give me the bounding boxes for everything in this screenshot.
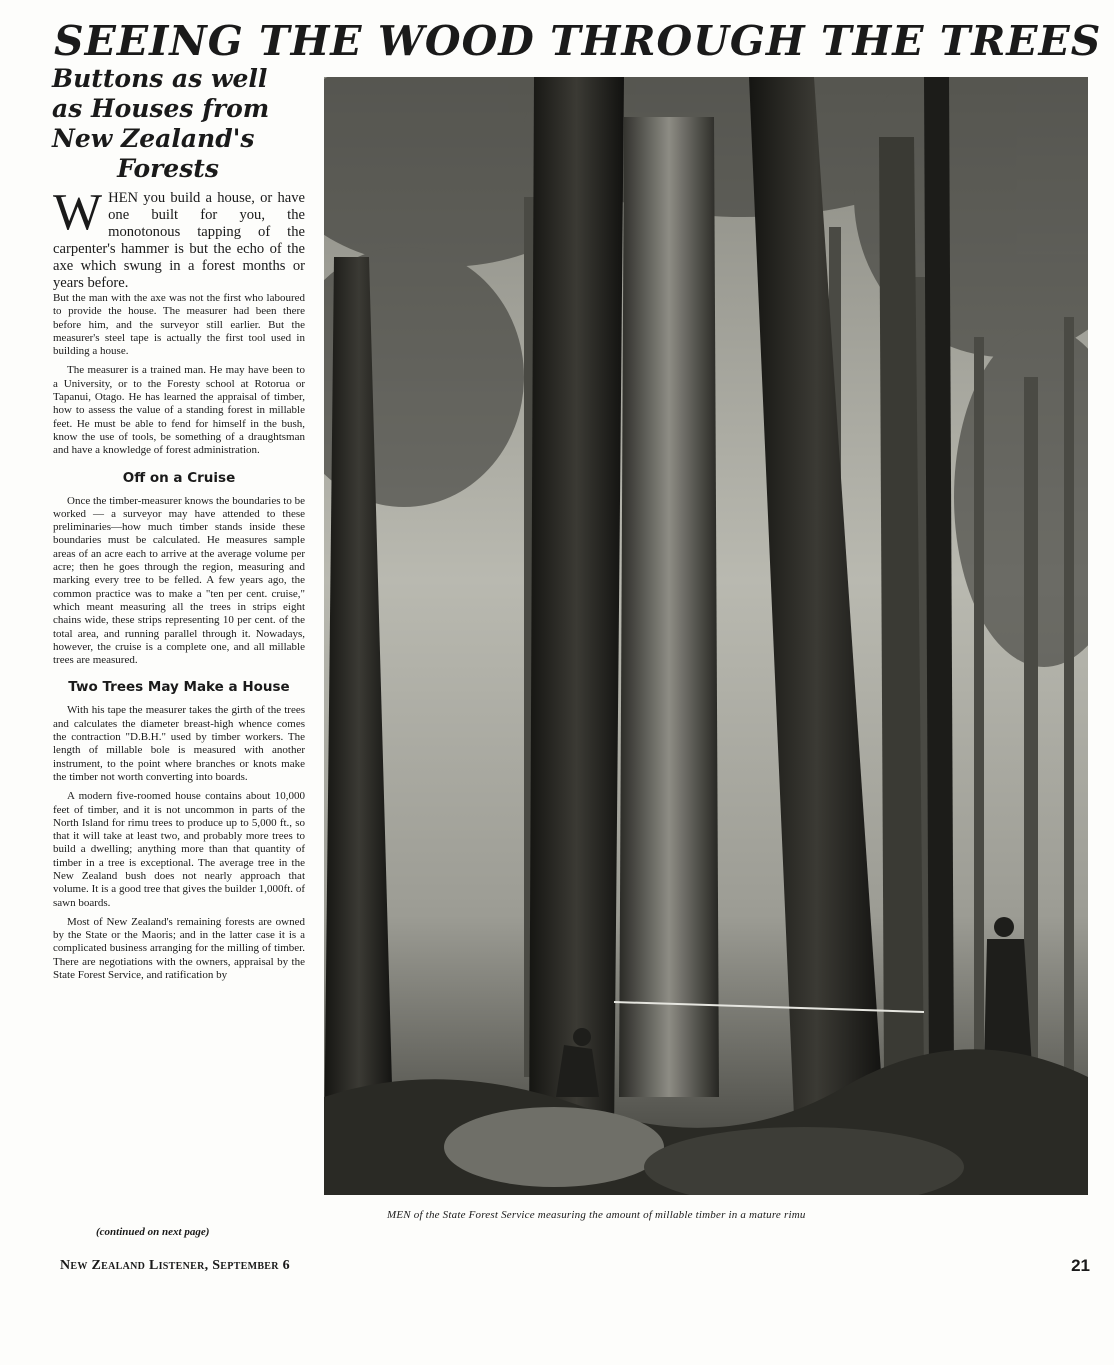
subtitle-line-3: New Zealand's xyxy=(52,124,255,153)
page-title: SEEING THE WOOD THROUGH THE TREES xyxy=(54,17,1102,65)
drop-cap: W xyxy=(53,184,103,241)
subtitle-line-4: Forests xyxy=(117,154,219,183)
section-heading-cruise: Off on a Cruise xyxy=(122,469,236,486)
lead-text: HEN you build a house, or have one built for you, the monotonous tapping of the carpenter's hammer is but the echo of the axe which swung in a forest months or years before. xyxy=(53,190,305,291)
page-number: 21 xyxy=(1071,1256,1090,1275)
forest-photo xyxy=(324,77,1088,1195)
section-heading-two-trees: Two Trees May Make a House xyxy=(68,679,290,696)
paragraph-1: But the man with the axe was not the first who laboured to provide the house. The measurer had been there before him, and the surveyor still earlier. But the measurer's steel tape is actually the first tool used in building a house. xyxy=(53,292,305,358)
photo-caption xyxy=(387,1209,1087,1221)
caption-text: of the State Forest Service measuring the amount of millable timber in a mature rimu xyxy=(413,1209,806,1221)
subtitle-line-2: as Houses from xyxy=(52,94,270,123)
paragraph-5: A modern five-roomed house contains about 10,000 feet of timber, and it is not uncommon in parts of the North Island for rimu trees to produce up to 5,000 ft., so that it will take at least two, and probably more trees to build a dwelling; anything more than that quantity of timber in a tree is exceptional. The average tree in the New Zealand bush does not nearly approach that volume. It is a good tree that gives the builder 1,000ft. of sawn boards. xyxy=(53,790,305,909)
paragraph-2: The measurer is a trained man. He may have been to a University, or to the Foresty school at Rotorua or Tapanui, Otago. He has learned the appraisal of timber, how to assess the value of a standing forest in millable feet. He must be able to fend for himself in the bush, know the use of tools, be something of a draughtsman and have a knowledge of forest administration. xyxy=(53,364,305,457)
paragraph-6: Most of New Zealand's remaining forests are owned by the State or the Maoris; and in the latter case it is a complicated business arranging for the milling of timber. There are negotiations with the owners, appraisal by the State Forest Service, and ratification by xyxy=(53,915,305,982)
paragraph-4: With his tape the measurer takes the girth of the trees and calculates the diameter breast-high whence comes the contraction "D.B.H." used by timber workers. The length of millable bole is measured with another instrument, to the point where branches or knots make the timber not worth converting into boards. xyxy=(53,704,305,783)
caption-lead: MEN xyxy=(387,1209,411,1221)
article-subtitle xyxy=(52,64,304,184)
subtitle-line-1: Buttons as well xyxy=(52,64,268,93)
article-column xyxy=(53,184,305,988)
publication-line: New Zealand Listener, September 6 xyxy=(60,1258,290,1273)
page-footer xyxy=(60,1258,1090,1274)
paragraph-3: Once the timber-measurer knows the boundaries to be worked — a surveyor may have attended to these preliminaries—how much timber stands inside these boundaries must be calculated. He measures sample areas of an acre each to arrive at the average volume per acre; then he goes through the region, measuring and marking every tree to be felled. A few years ago, the common practice was to make a "ten per cent. cruise," which meant measuring all the trees in strips eight chains wide, these strips representing 10 per cent. of the total area, and running parallel through it. Nowadays, however, the cruise is a complete one, and all millable trees are measured. xyxy=(53,494,305,667)
continued-note: (continued on next page) xyxy=(96,1226,210,1238)
lead-paragraph xyxy=(53,184,305,292)
forest-photo-illustration xyxy=(324,77,1088,1195)
